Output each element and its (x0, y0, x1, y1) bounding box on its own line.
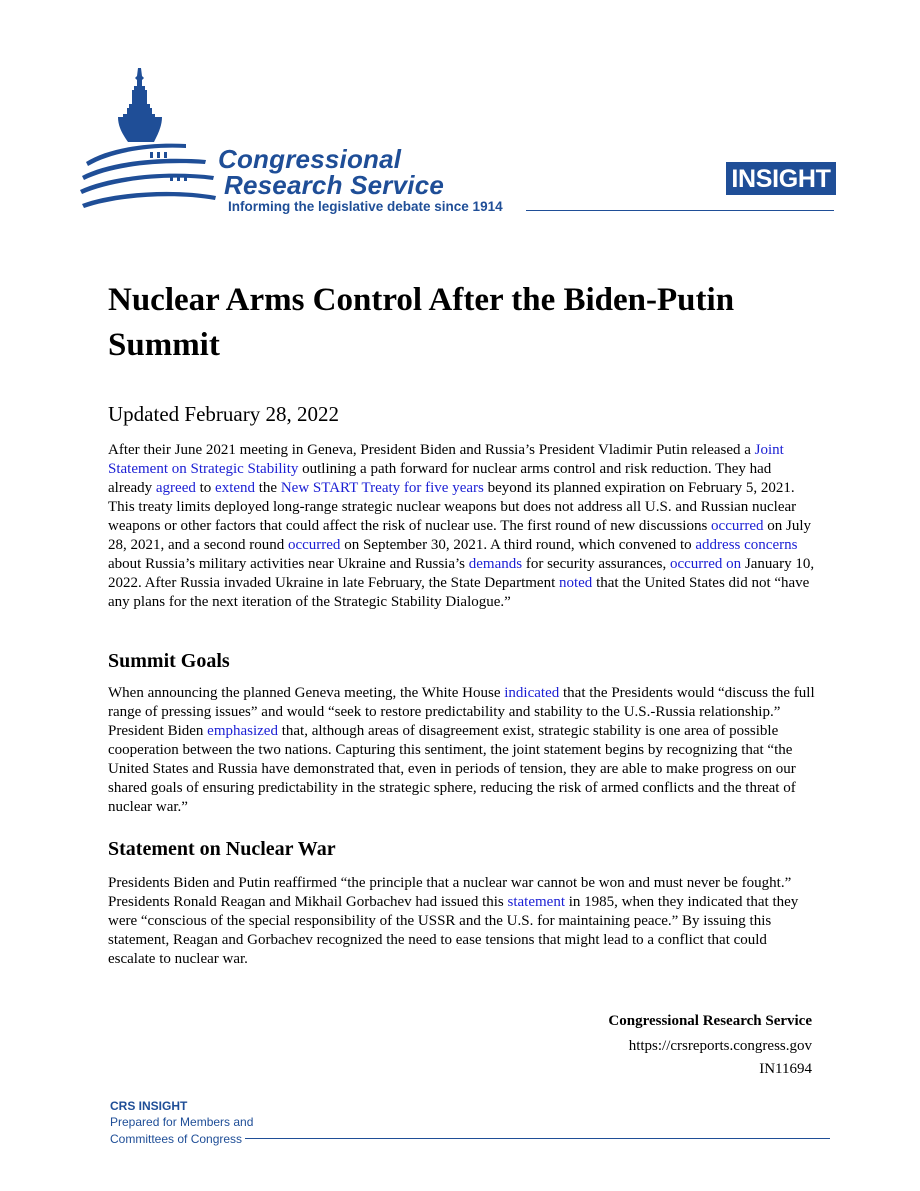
paragraph-text: to (195, 480, 216, 496)
inline-link[interactable]: noted (558, 575, 593, 591)
paragraph-text: Presidents Biden and Putin reaffirmed “the principle that a nuclear war cannot be won and must never be fought.” Presidents Ronald Reagan and Mikhail Gorbachev had issued this (108, 875, 792, 910)
paragraph-text: January 10, 2022. After Russia invaded Ukraine in late February, the State Department (108, 556, 815, 591)
inline-link[interactable]: indicated (504, 685, 560, 701)
paragraph-text: When announcing the planned Geneva meeting, the White House (108, 685, 505, 701)
tagline-rule (526, 210, 834, 211)
prepared-line1: Prepared for Members and (110, 1115, 254, 1129)
inline-link[interactable]: statement (507, 894, 565, 910)
inline-link[interactable]: emphasized (207, 723, 278, 739)
paragraph-text: on September 30, 2021. A third round, which convened to (340, 537, 696, 553)
inline-link[interactable]: extend (215, 480, 256, 496)
insight-badge: INSIGHT (726, 162, 836, 195)
inline-link[interactable]: occurred (711, 518, 764, 534)
paragraph-text: outlining a path forward for nuclear arms control and risk reduction. They had already (108, 461, 772, 496)
paragraph-text: that, although areas of disagreement exist, strategic stability is one area of possible cooperation between the two nations. Capturing this sentiment, the joint statement begins by recognizing that “the United States and Russia have demonstrated that, even in periods of tension, they are able to make progress on our shared goals of ensuring predictability in the strategic sphere, reducing the risk of armed conflicts and the threat of nuclear war.” (108, 723, 796, 815)
inline-link[interactable]: New START Treaty for five years (280, 480, 484, 496)
crs-insight-label: CRS INSIGHT (110, 1099, 188, 1113)
prepared-line2: Committees of Congress (110, 1132, 243, 1146)
paragraph-text: that the Presidents would “discuss the full range of pressing issues” and would “seek to restore predictability and stability to the U.S.-Russia relationship.” President Biden (108, 685, 815, 739)
footer-url[interactable]: https://crsreports.congress.gov (628, 1038, 812, 1054)
capitol-dome-icon (78, 66, 228, 226)
inline-link[interactable]: address concerns (695, 537, 798, 553)
section-heading-statement: Statement on Nuclear War (108, 838, 336, 860)
footer-org: Congressional Research Service (608, 1013, 812, 1029)
paragraph-text: about Russia’s military activities near Ukraine and Russia’s (108, 556, 469, 572)
statement-paragraph (108, 874, 818, 969)
org-name-line1: Congressional (218, 144, 402, 174)
org-tagline: Informing the legislative debate since 1914 (228, 199, 503, 214)
org-name-line2: Research Service (224, 170, 445, 200)
section-heading-summit-goals: Summit Goals (108, 650, 230, 672)
updated-date: Updated February 28, 2022 (108, 402, 339, 426)
bottom-rule (245, 1138, 830, 1139)
paragraph-text: the (255, 480, 281, 496)
inline-link[interactable]: occurred (287, 537, 341, 553)
summit-goals-paragraph (108, 684, 818, 817)
paragraph-text: beyond its planned expiration on February 5, 2021. This treaty limits deployed long-range strategic nuclear weapons but does not address all U.S. and Russian nuclear weapons or other factors that could affect the risk of nuclear use. The first round of new discussions (108, 480, 797, 534)
prepared-for (110, 1114, 253, 1148)
paragraph-text: that the United States did not “have any plans for the next iteration of the Strategic Stability Dialogue.” (108, 575, 810, 610)
paragraph-text: After their June 2021 meeting in Geneva, President Biden and Russia’s President Vladimir Putin released a (108, 442, 755, 458)
paragraph-text: in 1985, when they indicated that they were “conscious of the special responsibility of the USSR and the U.S. for maintaining peace.” By issuing this statement, Reagan and Gorbachev recognized the need to ease tensions that might lead to a conflict that could escalate to nuclear war. (108, 894, 799, 967)
paragraph-text: on July 28, 2021, and a second round (108, 518, 812, 553)
inline-link[interactable]: demands (468, 556, 523, 572)
inline-link[interactable]: agreed (155, 480, 196, 496)
page-title: Nuclear Arms Control After the Biden-Putin Summit (108, 282, 735, 363)
footer-report-id: IN11694 (759, 1061, 812, 1077)
intro-paragraph (108, 441, 818, 612)
inline-link[interactable]: occurred on (669, 556, 742, 572)
inline-link[interactable]: Joint Statement on Strategic Stability (108, 442, 784, 477)
crs-logo (78, 66, 838, 226)
paragraph-text: for security assurances, (522, 556, 670, 572)
